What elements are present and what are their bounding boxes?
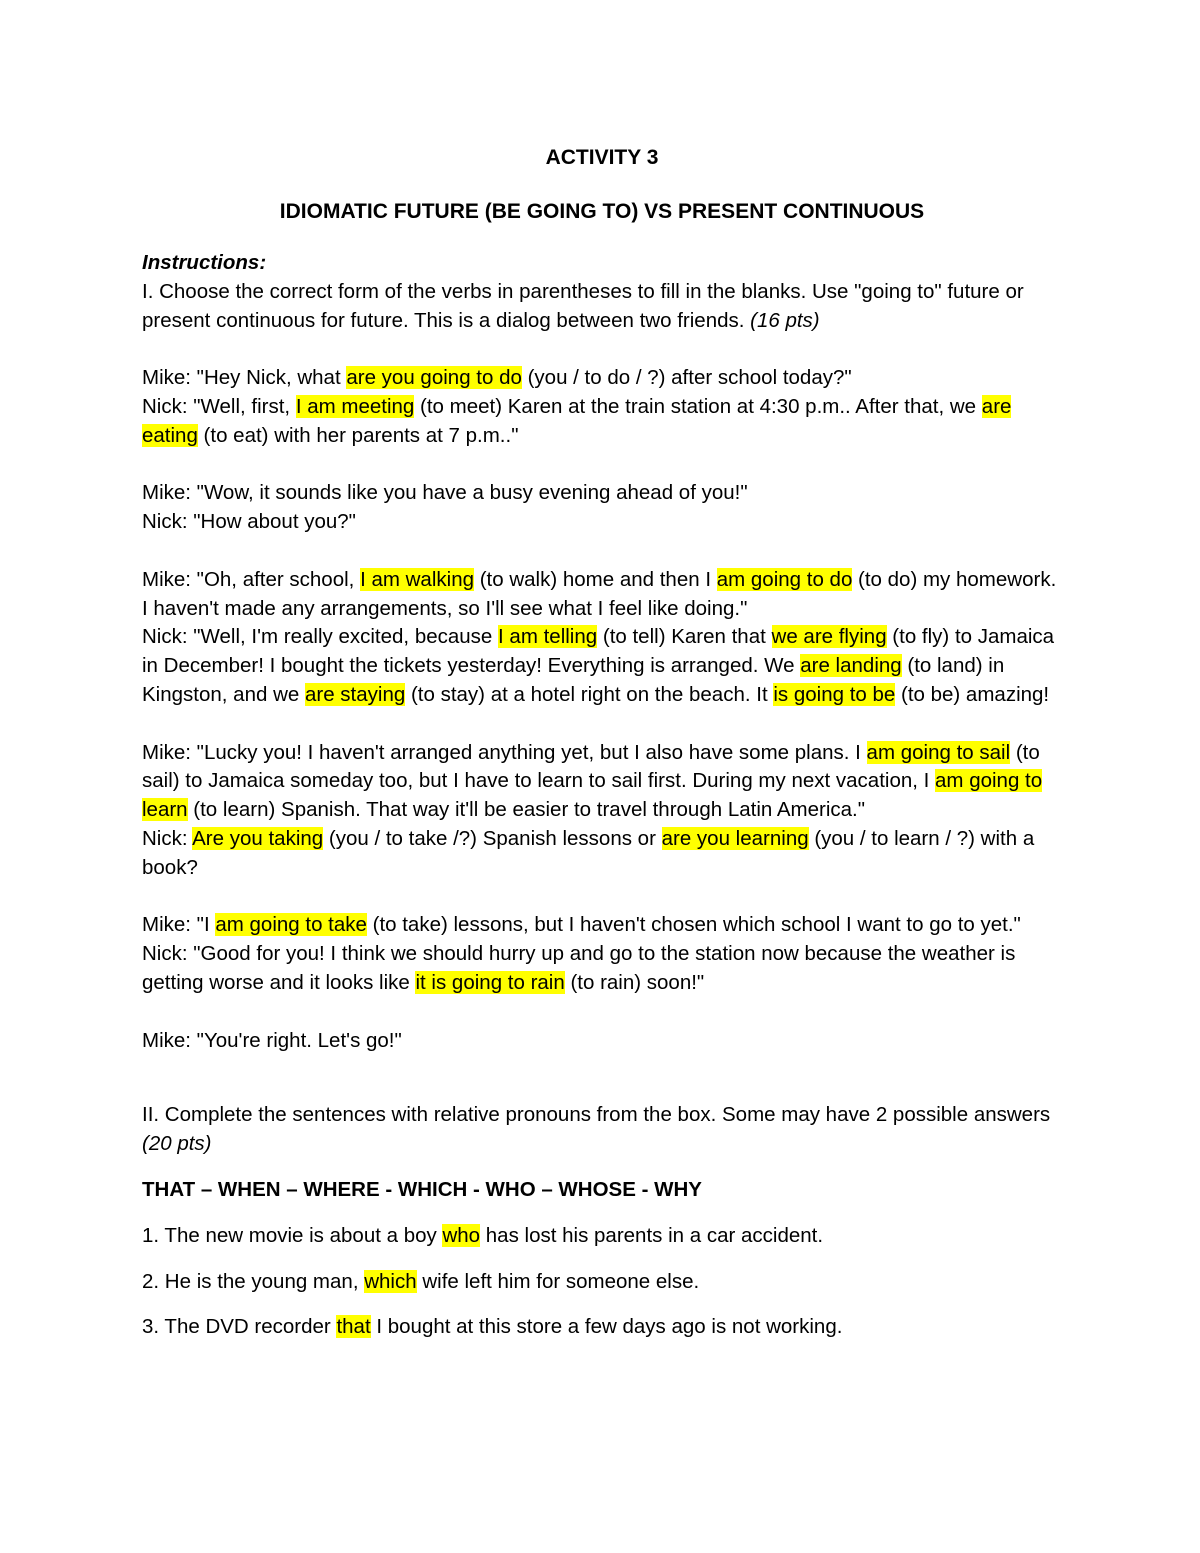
dialog-text: (you / to take /?) Spanish lessons or (323, 826, 662, 850)
spacer (142, 883, 1062, 912)
spacer (142, 335, 1062, 364)
dialog-text: Nick: "Good for you! I think we should hurry up and go to the station now because the weather is getting worse and it looks like (142, 942, 1016, 994)
dialog-line-8 (142, 825, 1062, 883)
answer-highlight: is going to be (773, 682, 896, 706)
answer-highlight: Are you taking (192, 826, 324, 850)
dialog-line-6 (142, 623, 1062, 709)
dialog-text: (you / to learn / ?) with a book? (142, 826, 1035, 879)
sentence-text: 2. He is the young man, (142, 1269, 365, 1293)
sentence-text: wife left him for someone else. (416, 1269, 700, 1293)
part2-points: (20 pts) (142, 1132, 212, 1156)
dialog-text: (to be) amazing! (895, 682, 1050, 706)
answer-highlight: am going to take (215, 913, 367, 937)
answer-highlight: am going to do (716, 567, 853, 591)
part1-points: (16 pts) (750, 308, 820, 332)
answer-highlight: I am meeting (295, 394, 415, 418)
spacer (142, 1251, 1062, 1268)
dialog-text: Mike: "Hey Nick, what (142, 366, 347, 390)
dialog-text: (to fly) to Jamaica in December! I bought the tickets yesterday! Everything is arranged. We (142, 625, 1055, 678)
part2-instruction (142, 1101, 1062, 1159)
dialog-line-5 (142, 566, 1062, 624)
dialog-line-4: Nick: "How about you?" (142, 510, 356, 534)
spacer (142, 537, 1062, 566)
answer-highlight: am going to sail (866, 740, 1011, 764)
dialog-text: (to do) my homework. I haven't made any arrangements, so I'll see what I feel like doing." (142, 567, 1057, 620)
spacer (142, 1296, 1062, 1313)
spacer (142, 1055, 1062, 1101)
part1-instruction-text: I. Choose the correct form of the verbs in parentheses to fill in the blanks. Use "going to" future or present continuous for future. This is a dialog between two friends. (142, 279, 1024, 332)
sentence-text: I bought at this store a few days ago is not working. (370, 1315, 843, 1339)
sentence-text: has lost his parents in a car accident. (480, 1223, 824, 1247)
spacer (142, 710, 1062, 739)
dialog-text: (to tell) Karen that (597, 625, 772, 649)
dialog-text: (to meet) Karen at the train station at 4:30 p.m.. After that, we (414, 394, 982, 418)
answer-highlight: who (442, 1223, 481, 1247)
dialog-text: (to sail) to Jamaica someday too, but I have to learn to sail first. During my next vacation, I (142, 740, 1040, 793)
dialog-line-3: Mike: "Wow, it sounds like you have a busy evening ahead of you!" (142, 481, 748, 505)
answer-highlight: which (364, 1269, 417, 1293)
dialog-text: (to stay) at a hotel right on the beach. It (405, 682, 774, 706)
dialog-line-7 (142, 739, 1062, 825)
answer-highlight: are you learning (661, 826, 809, 850)
sentence-text: 3. The DVD recorder (142, 1315, 337, 1339)
dialog-text: (to rain) soon!" (564, 970, 705, 994)
part1-instruction (142, 278, 1062, 336)
activity-title: ACTIVITY 3 (545, 146, 659, 169)
dialog-text: Nick: (142, 826, 193, 850)
answer-highlight: it is going to rain (415, 970, 565, 994)
dialog-text: Mike: "Oh, after school, (142, 567, 361, 591)
dialog-text: Nick: "Well, first, (142, 394, 296, 418)
dialog-text: (to walk) home and then I (474, 567, 717, 591)
answer-highlight: I am telling (498, 625, 598, 649)
sentence-text: 1. The new movie is about a boy (142, 1223, 443, 1247)
pronoun-box: THAT – WHEN – WHERE - WHICH - WHO – WHOSE - WHY (142, 1177, 702, 1201)
dialog-line-10 (142, 940, 1062, 998)
dialog-text: (to take) lessons, but I haven't chosen which school I want to go to yet." (366, 913, 1021, 937)
answer-highlight: am going to learn (142, 769, 1043, 822)
document-content (142, 143, 1062, 1342)
answer-highlight: are you going to do (346, 366, 522, 390)
dialog-text: (to eat) with her parents at 7 p.m.." (197, 423, 519, 447)
dialog-line-9 (142, 911, 1062, 940)
dialog-line-2 (142, 393, 1062, 451)
dialog-line-1 (142, 364, 1062, 393)
dialog-text: Mike: "I (142, 913, 216, 937)
dialog-text: (you / to do / ?) after school today?" (521, 366, 852, 390)
dialog-line-11: Mike: "You're right. Let's go!" (142, 1028, 402, 1052)
answer-highlight: I am walking (360, 567, 474, 591)
answer-highlight: are landing (800, 654, 902, 678)
dialog-text: Mike: "Lucky you! I haven't arranged anything yet, but I also have some plans. I (142, 740, 867, 764)
part2-instruction-text: II. Complete the sentences with relative pronouns from the box. Some may have 2 possible answers (142, 1103, 1051, 1127)
sentence-1 (142, 1222, 1062, 1251)
spacer (142, 998, 1062, 1027)
spacer (142, 1205, 1062, 1222)
spacer (142, 1159, 1062, 1176)
sentence-3 (142, 1313, 1062, 1342)
spacer (142, 451, 1062, 480)
answer-highlight: are staying (304, 682, 406, 706)
answer-highlight: are eating (142, 394, 1012, 447)
dialog-text: (to land) in Kingston, and we (142, 654, 1005, 706)
sentence-2 (142, 1268, 1062, 1297)
dialog-text: (to learn) Spanish. That way it'll be easier to travel through Latin America." (187, 798, 865, 822)
instructions-label: Instructions: (142, 251, 267, 274)
answer-highlight: that (336, 1315, 371, 1339)
activity-subtitle: IDIOMATIC FUTURE (BE GOING TO) VS PRESENT CONTINUOUS (279, 200, 925, 223)
answer-highlight: we are flying (771, 625, 887, 649)
dialog-text: Nick: "Well, I'm really excited, because (142, 625, 499, 649)
